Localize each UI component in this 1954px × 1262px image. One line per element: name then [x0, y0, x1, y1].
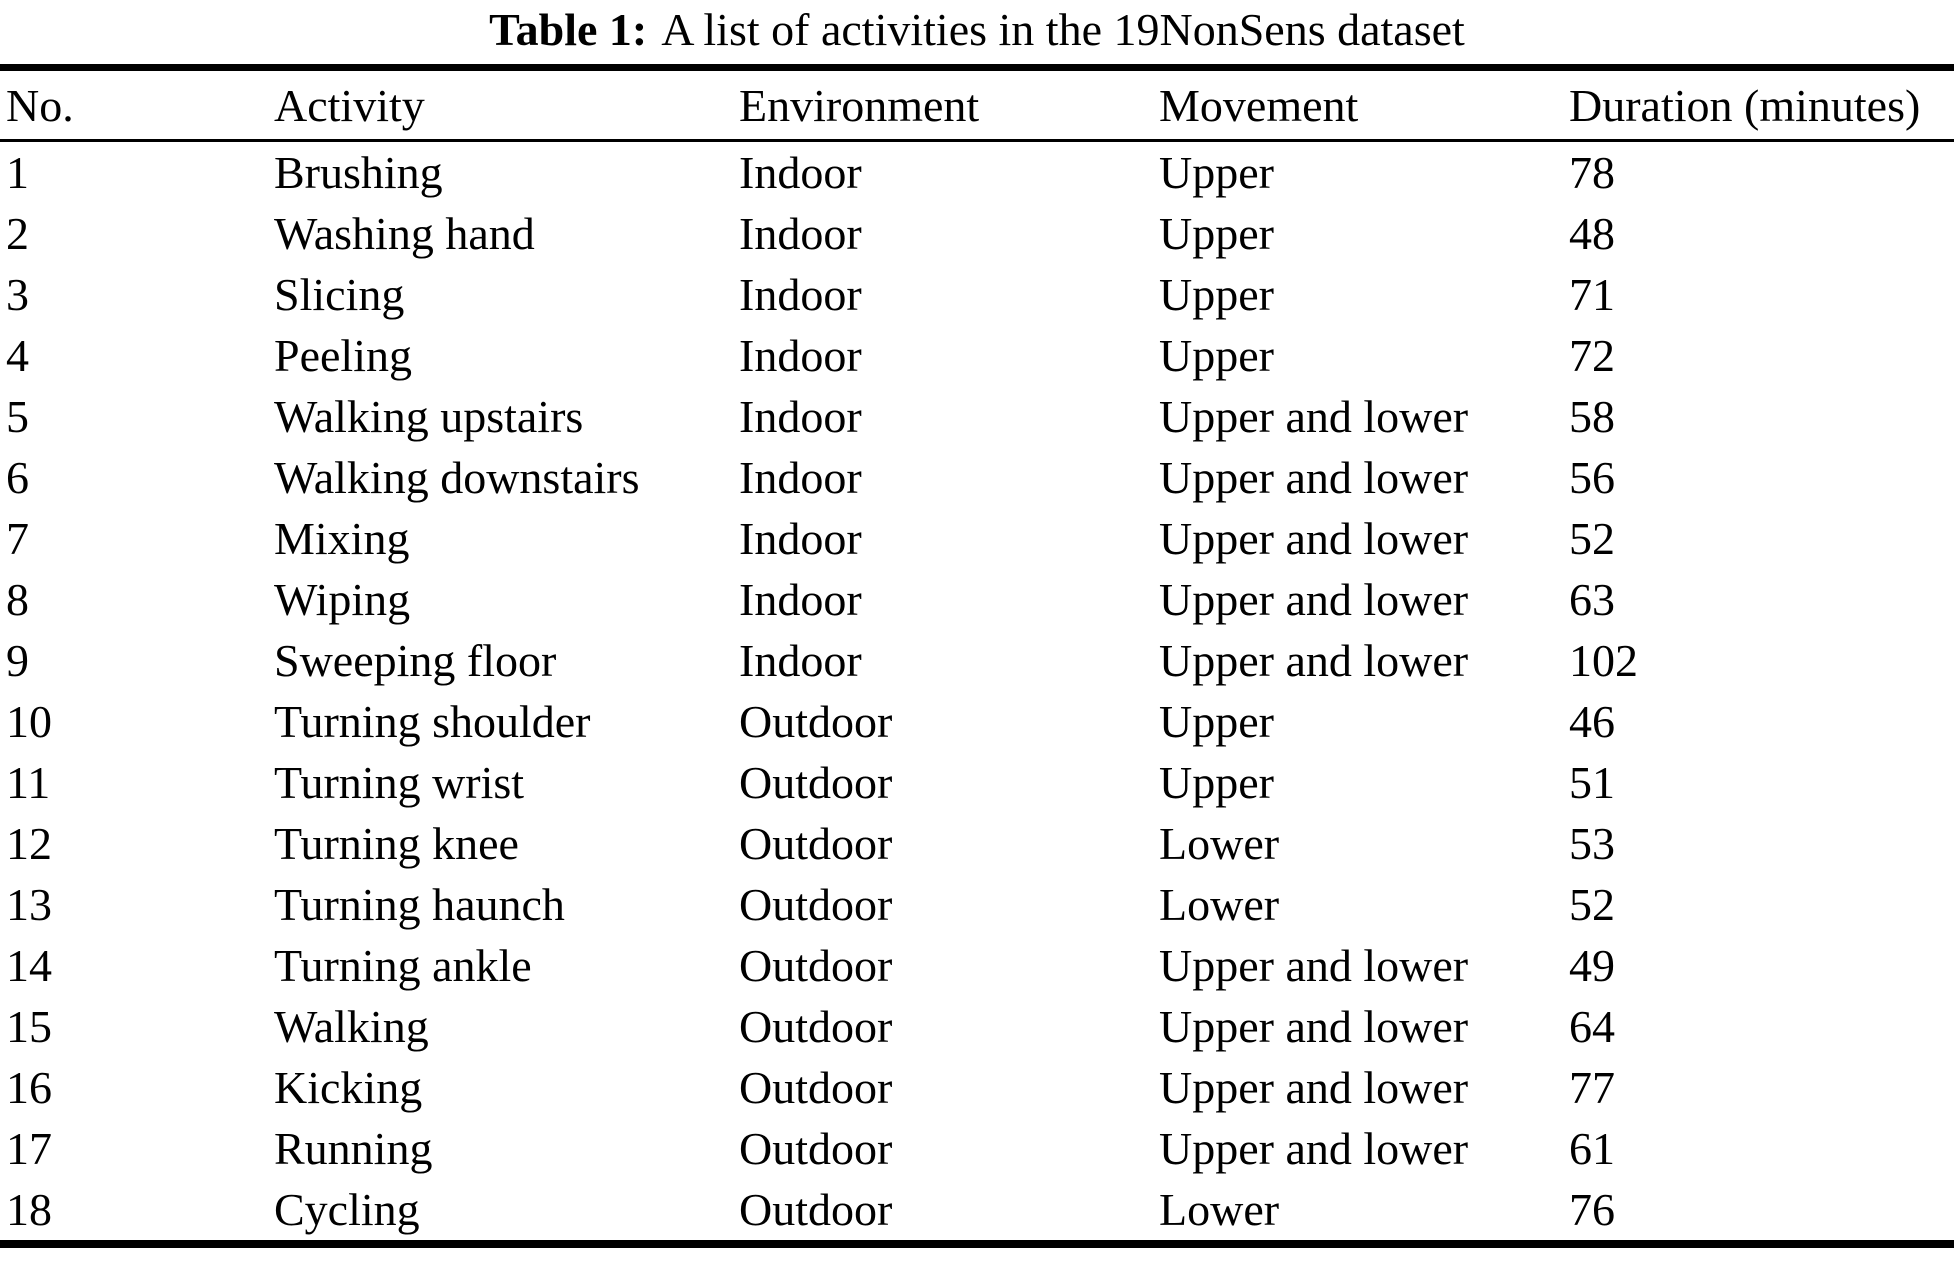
cell-environment: Outdoor	[739, 696, 893, 747]
table-row	[0, 813, 1954, 874]
cell-no: 15	[6, 1001, 52, 1052]
table-row	[0, 691, 1954, 752]
cell-environment: Outdoor	[739, 1062, 893, 1113]
table-row	[0, 569, 1954, 630]
cell-no: 6	[6, 452, 29, 503]
cell-duration: 78	[1569, 147, 1615, 198]
cell-duration: 102	[1569, 635, 1638, 686]
cell-movement: Upper	[1159, 757, 1274, 808]
cell-environment: Indoor	[739, 330, 862, 381]
cell-activity: Turning knee	[274, 818, 519, 869]
cell-movement: Upper and lower	[1159, 513, 1469, 564]
cell-movement: Upper and lower	[1159, 1123, 1469, 1174]
cell-activity: Mixing	[274, 513, 410, 564]
column-header-environment: Environment	[739, 79, 980, 131]
column-header-no: No.	[6, 79, 74, 131]
cell-movement: Lower	[1159, 1184, 1280, 1235]
cell-movement: Upper and lower	[1159, 574, 1469, 625]
cell-movement: Upper	[1159, 696, 1274, 747]
table-row	[0, 935, 1954, 996]
cell-environment: Indoor	[739, 574, 862, 625]
cell-duration: 63	[1569, 574, 1615, 625]
cell-movement: Lower	[1159, 818, 1280, 869]
cell-environment: Outdoor	[739, 879, 893, 930]
cell-duration: 52	[1569, 879, 1615, 930]
cell-activity: Walking downstairs	[274, 452, 640, 503]
cell-movement: Upper and lower	[1159, 940, 1469, 991]
cell-no: 8	[6, 574, 29, 625]
cell-activity: Kicking	[274, 1062, 423, 1113]
cell-activity: Sweeping floor	[274, 635, 557, 686]
cell-activity: Slicing	[274, 269, 405, 320]
cell-movement: Upper	[1159, 208, 1274, 259]
header-row	[0, 68, 1954, 141]
cell-duration: 56	[1569, 452, 1615, 503]
cell-no: 5	[6, 391, 29, 442]
cell-no: 16	[6, 1062, 52, 1113]
table-row	[0, 264, 1954, 325]
table-caption-label: Table 1:	[489, 4, 648, 55]
cell-activity: Peeling	[274, 330, 412, 381]
cell-no: 9	[6, 635, 29, 686]
table-row	[0, 996, 1954, 1057]
cell-duration: 52	[1569, 513, 1615, 564]
cell-activity: Turning shoulder	[274, 696, 591, 747]
cell-activity: Walking	[274, 1001, 429, 1052]
cell-duration: 53	[1569, 818, 1615, 869]
cell-activity: Turning wrist	[274, 757, 525, 808]
column-header-activity: Activity	[274, 79, 425, 131]
cell-movement: Upper and lower	[1159, 1001, 1469, 1052]
cell-duration: 48	[1569, 208, 1615, 259]
cell-movement: Upper	[1159, 147, 1274, 198]
table-row	[0, 386, 1954, 447]
cell-environment: Outdoor	[739, 757, 893, 808]
cell-duration: 76	[1569, 1184, 1615, 1235]
cell-movement: Upper	[1159, 269, 1274, 320]
cell-environment: Indoor	[739, 452, 862, 503]
table-row	[0, 1118, 1954, 1179]
cell-activity: Brushing	[274, 147, 443, 198]
cell-duration: 71	[1569, 269, 1615, 320]
column-header-duration: Duration (minutes)	[1569, 79, 1921, 131]
cell-no: 7	[6, 513, 29, 564]
table-body	[0, 141, 1954, 1245]
table-row	[0, 874, 1954, 935]
cell-duration: 58	[1569, 391, 1615, 442]
cell-environment: Outdoor	[739, 940, 893, 991]
cell-duration: 49	[1569, 940, 1615, 991]
cell-environment: Indoor	[739, 513, 862, 564]
cell-environment: Outdoor	[739, 1001, 893, 1052]
cell-no: 3	[6, 269, 29, 320]
column-header-movement: Movement	[1159, 79, 1359, 131]
cell-activity: Cycling	[274, 1184, 420, 1235]
cell-no: 10	[6, 696, 52, 747]
cell-movement: Upper	[1159, 330, 1274, 381]
cell-environment: Outdoor	[739, 818, 893, 869]
cell-movement: Upper and lower	[1159, 635, 1469, 686]
cell-no: 17	[6, 1123, 52, 1174]
cell-duration: 64	[1569, 1001, 1615, 1052]
cell-activity: Washing hand	[274, 208, 535, 259]
cell-no: 14	[6, 940, 52, 991]
cell-duration: 72	[1569, 330, 1615, 381]
table-caption-text: A list of activities in the 19NonSens dataset	[661, 4, 1465, 55]
cell-activity: Wiping	[274, 574, 411, 625]
table-row	[0, 447, 1954, 508]
cell-no: 1	[6, 147, 29, 198]
cell-environment: Outdoor	[739, 1123, 893, 1174]
cell-movement: Lower	[1159, 879, 1280, 930]
cell-no: 2	[6, 208, 29, 259]
table-header	[0, 68, 1954, 141]
activities-table	[0, 64, 1954, 1248]
cell-movement: Upper and lower	[1159, 1062, 1469, 1113]
cell-no: 11	[6, 757, 51, 808]
cell-environment: Indoor	[739, 269, 862, 320]
table-row	[0, 325, 1954, 386]
cell-movement: Upper and lower	[1159, 391, 1469, 442]
cell-activity: Turning ankle	[274, 940, 532, 991]
table-row	[0, 1179, 1954, 1244]
cell-environment: Indoor	[739, 208, 862, 259]
cell-no: 12	[6, 818, 52, 869]
cell-activity: Walking upstairs	[274, 391, 584, 442]
cell-duration: 46	[1569, 696, 1615, 747]
cell-environment: Indoor	[739, 635, 862, 686]
cell-no: 4	[6, 330, 29, 381]
table-row	[0, 752, 1954, 813]
table-row	[0, 1057, 1954, 1118]
cell-environment: Indoor	[739, 391, 862, 442]
cell-activity: Turning haunch	[274, 879, 565, 930]
cell-no: 13	[6, 879, 52, 930]
cell-duration: 77	[1569, 1062, 1615, 1113]
cell-duration: 51	[1569, 757, 1615, 808]
cell-environment: Outdoor	[739, 1184, 893, 1235]
table-caption	[0, 4, 1954, 56]
table-row	[0, 508, 1954, 569]
cell-no: 18	[6, 1184, 52, 1235]
cell-movement: Upper and lower	[1159, 452, 1469, 503]
cell-activity: Running	[274, 1123, 433, 1174]
cell-environment: Indoor	[739, 147, 862, 198]
cell-duration: 61	[1569, 1123, 1615, 1174]
table-row	[0, 203, 1954, 264]
table-row	[0, 630, 1954, 691]
table-row	[0, 141, 1954, 204]
